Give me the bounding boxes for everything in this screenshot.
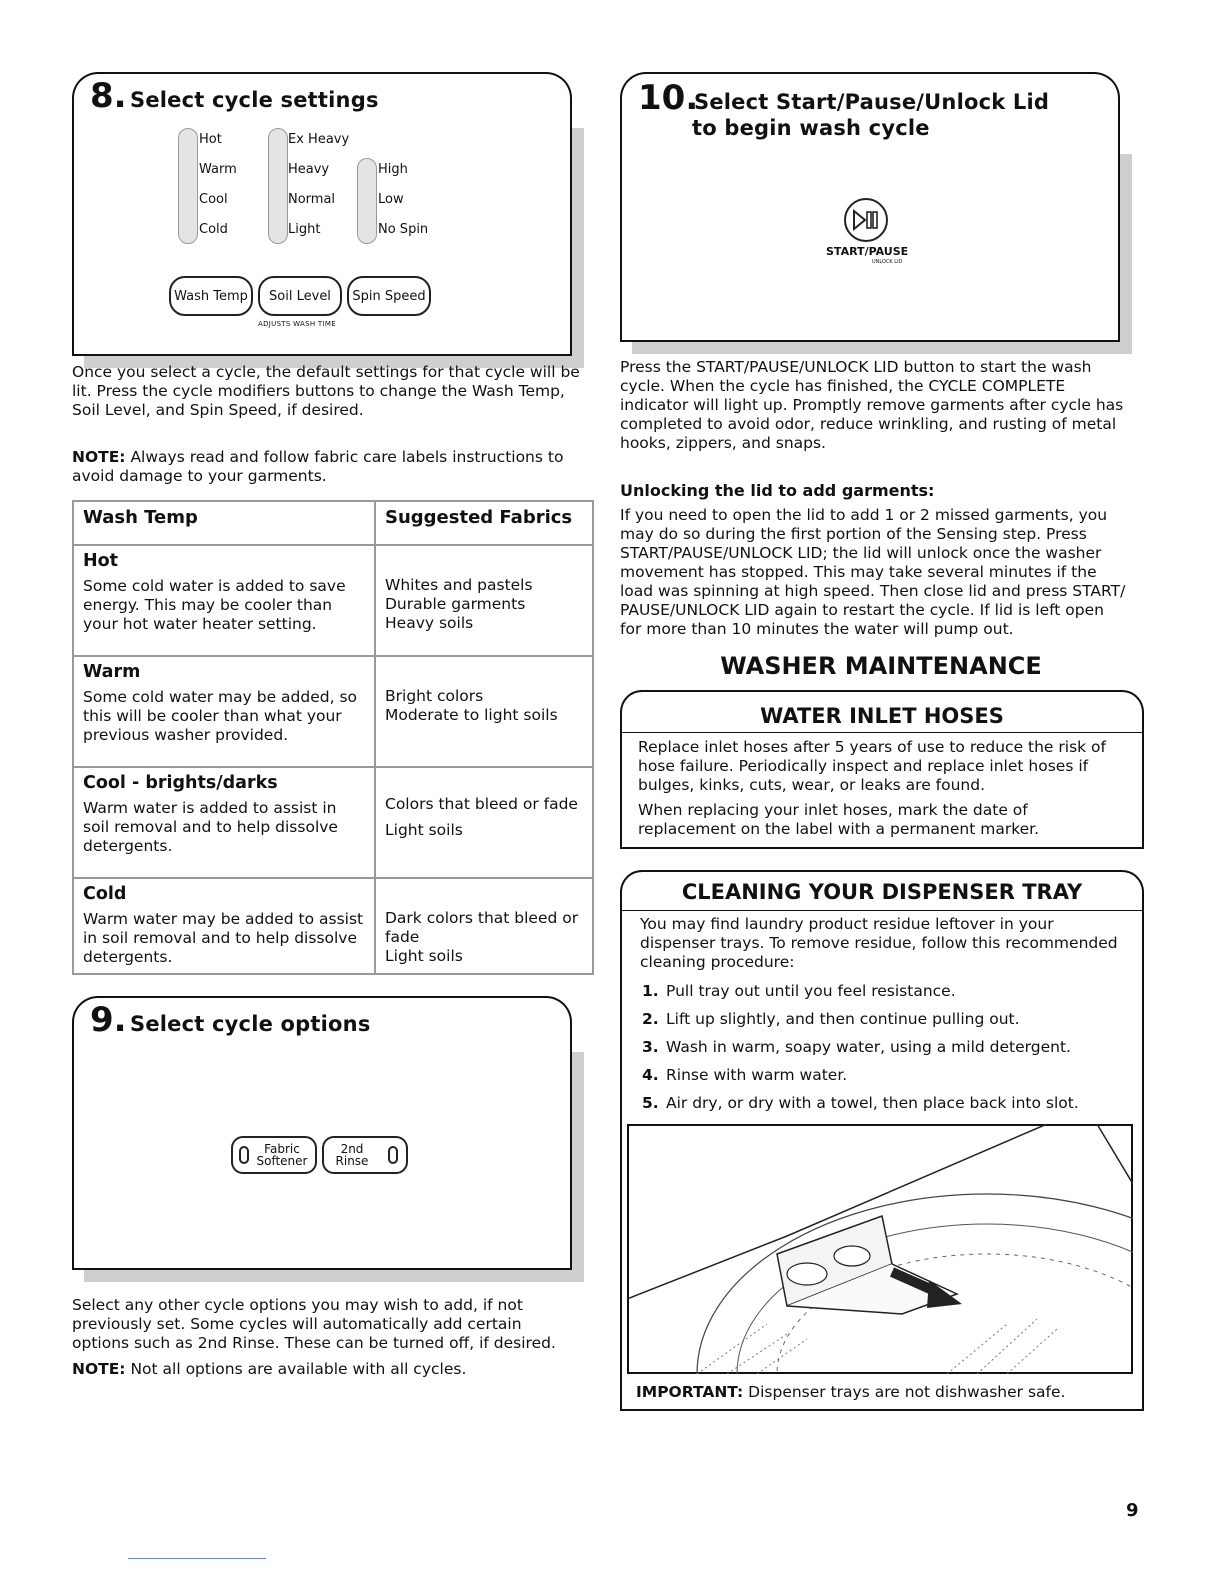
table-header-wash-temp: Wash Temp bbox=[73, 501, 375, 545]
row-name: Cold bbox=[83, 884, 127, 904]
row-name: Warm bbox=[83, 662, 141, 682]
row-desc: Some cold water may be added, so this will be cooler than what your previous washer provided. bbox=[83, 688, 358, 744]
row-desc: Some cold water is added to save energy. This may be cooler than your hot water heater setting. bbox=[83, 577, 346, 633]
spin-speed-high: High bbox=[378, 162, 408, 177]
step10-panel bbox=[620, 142, 1120, 342]
soil-level-light: Light bbox=[288, 222, 321, 237]
step9-number: 9. bbox=[90, 1000, 127, 1040]
table-row bbox=[73, 878, 593, 974]
wash-temp-cold: Cold bbox=[199, 222, 228, 237]
step8-number: 8. bbox=[90, 76, 127, 116]
step8-note-text: Always read and follow fabric care labels instructions to avoid damage to your garments. bbox=[72, 448, 564, 485]
spin-speed-button[interactable]: Spin Speed bbox=[347, 276, 431, 316]
adjusts-wash-time-label: ADJUSTS WASH TIME bbox=[258, 320, 336, 328]
wash-temp-warm: Warm bbox=[199, 162, 237, 177]
step9-note-label: NOTE: bbox=[72, 1360, 126, 1378]
step10-title-line2: to begin wash cycle bbox=[692, 116, 930, 140]
step8-note-label: NOTE: bbox=[72, 448, 126, 466]
row-fabrics: Colors that bleed or fade Light soils bbox=[375, 767, 593, 878]
unlock-text: If you need to open the lid to add 1 or 2 missed garments, you may do so during the first portion of the Sensing step. Press START/PAUSE/UNLOCK LID; the lid will unlock once the washer movement has stopped. This may take several minutes if the load was spinning at high speed. Then close lid and press START/ PAUSE/UNLOCK LID again to restart the cycle. If lid is left open for more than 10 minutes the water will pump out. bbox=[620, 506, 1126, 638]
dispenser-header bbox=[620, 870, 1144, 912]
wash-temp-indicator-strip bbox=[178, 128, 198, 244]
start-pause-label: START/PAUSE bbox=[826, 245, 909, 258]
row-name: Cool - brights/darks bbox=[83, 773, 278, 793]
row-fabrics: Dark colors that bleed or fade Light soils bbox=[375, 878, 593, 974]
soil-level-normal: Normal bbox=[288, 192, 336, 207]
soil-level-indicator-strip bbox=[268, 128, 288, 244]
play-pause-icon bbox=[851, 209, 881, 231]
important-label: IMPORTANT: bbox=[636, 1383, 744, 1401]
list-item: 2. Lift up slightly, and then continue pulling out. bbox=[642, 1010, 1020, 1028]
row-fabrics: Bright colors Moderate to light soils bbox=[375, 656, 593, 767]
important-note bbox=[636, 1383, 1136, 1402]
step8-intro: Once you select a cycle, the default settings for that cycle will be lit. Press the cycle modifiers buttons to change the Wash Temp, Soil Level, and Spin Speed, if desired. bbox=[72, 363, 580, 419]
row-desc: Warm water is added to assist in soil removal and to help dissolve detergents. bbox=[83, 799, 338, 855]
soil-level-heavy: Heavy bbox=[288, 162, 330, 177]
row-name: Hot bbox=[83, 551, 119, 571]
start-pause-button[interactable] bbox=[844, 198, 888, 242]
hoses-title: WATER INLET HOSES bbox=[760, 704, 1004, 728]
soil-level-ex-heavy: Ex Heavy bbox=[288, 132, 350, 147]
list-item: 4. Rinse with warm water. bbox=[642, 1066, 848, 1084]
hoses-box bbox=[620, 732, 1144, 849]
dispenser-steps bbox=[642, 982, 1142, 1113]
fabric-softener-label: Fabric Softener bbox=[256, 1142, 308, 1168]
wash-temp-cool: Cool bbox=[199, 192, 228, 207]
soil-level-button[interactable]: Soil Level bbox=[258, 276, 342, 316]
dispenser-title: CLEANING YOUR DISPENSER TRAY bbox=[681, 880, 1083, 904]
unlock-heading: Unlocking the lid to add garments: bbox=[620, 481, 935, 500]
list-item: 1. Pull tray out until you feel resistance. bbox=[642, 982, 956, 1000]
important-text: Dispenser trays are not dishwasher safe. bbox=[743, 1383, 1066, 1401]
table-row bbox=[73, 767, 593, 878]
dispenser-tray-illustration bbox=[627, 1124, 1133, 1374]
list-item: 5. Air dry, or dry with a towel, then place back into slot. bbox=[642, 1094, 1079, 1112]
step10-intro: Press the START/PAUSE/UNLOCK LID button to start the wash cycle. When the cycle has finished, the CYCLE COMPLETE indicator will light up. Promptly remove garments after cycle has completed to avoid odor, reduce wrinkling, and rusting of metal hooks, zippers, and snaps. bbox=[620, 358, 1124, 452]
maintenance-title: WASHER MAINTENANCE bbox=[720, 652, 1042, 680]
hoses-para1: Replace inlet hoses after 5 years of use to reduce the risk of hose failure. Periodically inspect and replace inlet hoses if bulges, kinks, cuts, wear, or leaks are found. bbox=[638, 738, 1106, 794]
second-rinse-indicator-icon bbox=[388, 1146, 398, 1164]
page-number: 9 bbox=[1126, 1500, 1139, 1521]
hoses-header bbox=[620, 690, 1144, 734]
step9-intro: Select any other cycle options you may wish to add, if not previously set. Some cycles will automatically add certain options such as 2nd Rinse. These can be turned off, if desired. bbox=[72, 1296, 556, 1352]
step10-header bbox=[620, 72, 1120, 144]
spin-speed-indicator-strip bbox=[357, 158, 377, 244]
row-fabrics: Whites and pastels Durable garments Heavy soils bbox=[375, 545, 593, 656]
step8-title: Select cycle settings bbox=[130, 88, 379, 112]
spin-speed-no-spin: No Spin bbox=[378, 222, 429, 237]
unlock-lid-label: UNLOCK LID bbox=[872, 259, 903, 265]
step9-note-text: Not all options are available with all cycles. bbox=[125, 1360, 467, 1378]
fabric-softener-indicator-icon bbox=[239, 1146, 249, 1164]
table-header-suggested-fabrics: Suggested Fabrics bbox=[375, 501, 593, 545]
list-item: 3. Wash in warm, soapy water, using a mild detergent. bbox=[642, 1038, 1071, 1056]
step9-note bbox=[72, 1360, 572, 1379]
wash-temp-hot: Hot bbox=[199, 132, 222, 147]
row-desc: Warm water may be added to assist in soil removal and to help dissolve detergents. bbox=[83, 910, 364, 966]
footer-rule bbox=[128, 1558, 266, 1559]
second-rinse-label: 2nd Rinse bbox=[335, 1142, 369, 1168]
step8-note bbox=[72, 448, 592, 486]
step9-header bbox=[72, 996, 572, 1042]
table-row bbox=[73, 545, 593, 656]
wash-temp-table bbox=[72, 500, 594, 975]
step10-number: 10. bbox=[638, 78, 699, 118]
dispenser-intro: You may find laundry product residue leftover in your dispenser trays. To remove residue, follow this recommended cleaning procedure: bbox=[640, 915, 1118, 971]
step8-header bbox=[72, 72, 572, 118]
step9-title: Select cycle options bbox=[130, 1012, 371, 1036]
wash-temp-button[interactable]: Wash Temp bbox=[169, 276, 253, 316]
spin-speed-low: Low bbox=[378, 192, 404, 207]
fabric-softener-button[interactable] bbox=[231, 1136, 317, 1174]
step10-title-line1: Select Start/Pause/Unlock Lid bbox=[694, 90, 1050, 114]
hoses-para2: When replacing your inlet hoses, mark the date of replacement on the label with a permanent marker. bbox=[638, 801, 1040, 838]
second-rinse-button[interactable] bbox=[322, 1136, 408, 1174]
table-row bbox=[73, 656, 593, 767]
